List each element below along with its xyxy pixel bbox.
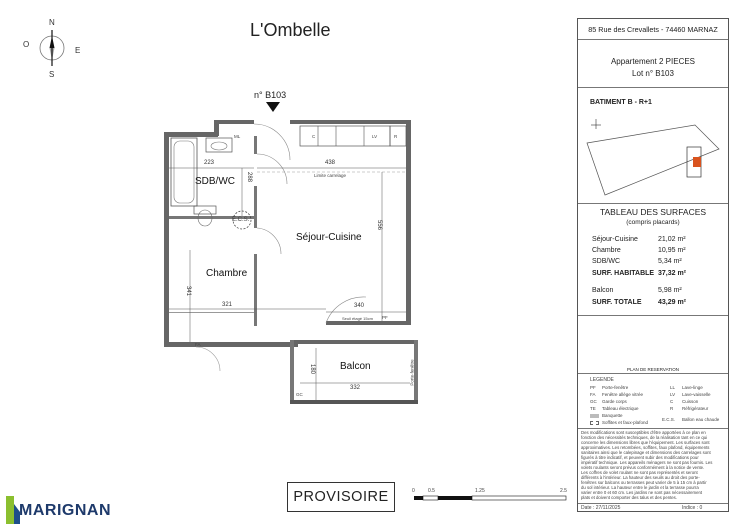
tiling-limit-note: Limite carrelage — [314, 173, 347, 178]
legend-text-bench: Banquette — [602, 413, 623, 418]
dim-balcony-height: 180 — [309, 363, 316, 375]
disclaimer-line: varier entre 0 et 60 cm. Les jardins ne sont pas nécessairement — [581, 490, 703, 495]
room-living: Séjour-Cuisine — [296, 232, 362, 243]
dim-living-height: 556 — [376, 219, 383, 231]
disclaimer-line: plats et doivent comporter des talus et des pentes. — [581, 495, 678, 500]
dim-bath-width: 223 — [204, 160, 215, 166]
legend-code-ll: LL — [670, 385, 676, 390]
door-window-note: Porte-fenêtre — [409, 359, 415, 386]
disclaimer-line: approximatives. Les retombées, soffites, faux plafond, équipements — [581, 445, 710, 450]
disclaimer-line: figurés à titre indicatif, et peuvent subir des modifications pour — [581, 455, 699, 460]
legend-text-gc: Garde corps — [602, 399, 627, 404]
legend-text-fa: Fenêtre allège vitrée — [602, 392, 644, 397]
legend-code-lv: LV — [670, 392, 676, 397]
fixture-gc: GC — [296, 392, 303, 397]
fixture-ml: ML — [234, 134, 241, 139]
disclaimer-line: différents à l'intérieur. La hauteur des seuils au droit des porte- — [581, 475, 700, 480]
plan-date: Date : 27/11/2025 — [581, 505, 621, 511]
legend-code-ecs: E.C.S. — [662, 417, 676, 422]
dim-balcony-width: 332 — [350, 385, 361, 391]
compass-west: O — [23, 40, 30, 49]
legend-code-c: C — [670, 399, 674, 404]
scale-label-3: 2.5 — [560, 488, 567, 494]
compass — [22, 18, 82, 80]
surface-value-bedroom: 10,95 m² — [658, 247, 686, 254]
legend-text-ll: Lave-linge — [682, 385, 703, 390]
disclaimer-line: volets roulants seront prévus conformément à la notice de vente. — [581, 465, 705, 470]
address: 85 Rue des Crevallets - 74460 MARNAZ — [588, 25, 718, 34]
dim-bath-height: 288 — [246, 171, 253, 183]
room-balcony: Balcon — [340, 361, 371, 372]
legend-swatch-bench — [590, 414, 599, 418]
legend-swatch-soffit — [590, 421, 599, 425]
surface-label-bathroom: SDB/WC — [592, 258, 620, 265]
surface-label-total: SURF. TOTALE — [592, 299, 642, 306]
threshold-note: Seuil étagé 15cm — [342, 316, 373, 321]
reservation-title: PLAN DE RESERVATION — [626, 367, 679, 372]
scale-label-1: 0.5 — [428, 488, 435, 494]
surface-value-habitable: 37,32 m² — [658, 270, 687, 277]
legend-text-pf: Porte-fenêtre — [602, 385, 629, 390]
fixture-r: R — [394, 134, 398, 139]
surface-label-living: Séjour-Cuisine — [592, 236, 638, 243]
disclaimer-line: fenêtres sur balcons ou terrasses peut varier de 5 à 15 cm à partir — [581, 480, 707, 485]
dim-bedroom-width: 321 — [222, 302, 233, 308]
legend-code-gc: GC — [590, 399, 597, 404]
apartment-type: Appartement 2 PIECES — [610, 57, 696, 66]
brand-name: MARIGNAN — [19, 502, 111, 519]
provisoire-stamp: PROVISOIRE — [287, 482, 395, 512]
dim-bedroom-height: 341 — [185, 285, 192, 297]
surface-label-habitable: SURF. HABITABLE — [592, 270, 655, 277]
lot-marker-label: n° B103 — [254, 90, 287, 100]
room-bedroom: Chambre — [206, 268, 248, 279]
fixture-c: C — [312, 134, 316, 139]
disclaimer-line: impératif technique. Les appareils ménagers ne sont pas fournis. Les — [581, 460, 713, 465]
legend-code-pf: PF — [590, 385, 596, 390]
disclaimer-line: du sol intérieur. La hauteur entre le jardin et la terrasse pourra — [581, 485, 699, 490]
legend-code-r: R — [670, 406, 674, 411]
fixture-lv: LV — [372, 134, 378, 139]
dim-living-width: 438 — [325, 160, 336, 166]
project-title: L'Ombelle — [250, 20, 331, 40]
surfaces-subtitle: (compris placards) — [626, 219, 680, 226]
surface-value-total: 43,29 m² — [658, 299, 687, 306]
compass-south: S — [49, 70, 55, 79]
surface-value-bathroom: 5,34 m² — [658, 258, 682, 265]
plan-index: Indice : 0 — [682, 505, 703, 511]
fixture-pf: PF — [382, 315, 388, 320]
legend-text-soffit: Soffites et faux-plafond — [602, 420, 648, 425]
site-plan-thumbnail — [583, 113, 725, 197]
legend-code-fa: FA — [590, 392, 596, 397]
legend-text-r: Réfrigérateur — [682, 406, 709, 411]
surface-label-balcony: Balcon — [592, 287, 614, 294]
building-label: BATIMENT B - R+1 — [590, 99, 652, 106]
brand-logo-mark-icon — [6, 496, 20, 524]
surfaces-title: TABLEAU DES SURFACES — [599, 207, 707, 217]
disclaimer-line: concerne les dimensions libres que l'équipement. Les surfaces sont — [581, 440, 710, 445]
floor-plan — [150, 90, 430, 420]
scale-label-2: 1.25 — [475, 488, 485, 494]
legend-title: LEGENDE — [590, 377, 614, 383]
scale-label-0: 0 — [412, 488, 415, 494]
surface-value-balcony: 5,98 m² — [658, 287, 682, 294]
ecs-label: E.C.S. — [232, 217, 250, 223]
dim-threshold: 340 — [354, 303, 365, 309]
brand-logo — [6, 494, 136, 526]
info-panel — [577, 18, 729, 512]
legend-text-ecs: Ballon eau chaude — [682, 417, 720, 422]
disclaimer-line: fonction des nécessités techniques, de la réalisation tant en ce qui — [581, 435, 708, 440]
surface-label-bedroom: Chambre — [592, 247, 621, 254]
disclaimer-line: sanitaires ainsi que le calepinage et dimensions des carrelages sont — [581, 450, 711, 455]
surface-value-living: 21,02 m² — [658, 236, 686, 243]
legend-code-te: TE — [590, 406, 596, 411]
compass-east: E — [75, 46, 81, 55]
compass-north: N — [49, 18, 55, 27]
lot-number: Lot n° B103 — [632, 69, 674, 78]
disclaimer-line: Des modifications sont susceptibles d'être apportées à ce plan en — [581, 430, 706, 435]
scale-bar — [410, 488, 570, 508]
legend-text-te: Tableau électrique — [602, 406, 639, 411]
legend-text-lv: Lave-vaisselle — [682, 392, 711, 397]
legend-text-c: Cuisson — [682, 399, 699, 404]
disclaimer-line: Les coffres de volet roulant ne sont pas représentés et seront — [581, 470, 698, 475]
room-bathroom: SDB/WC — [195, 176, 235, 187]
fixture-fa: FA — [195, 342, 201, 347]
floor-plan-walls — [150, 90, 430, 420]
